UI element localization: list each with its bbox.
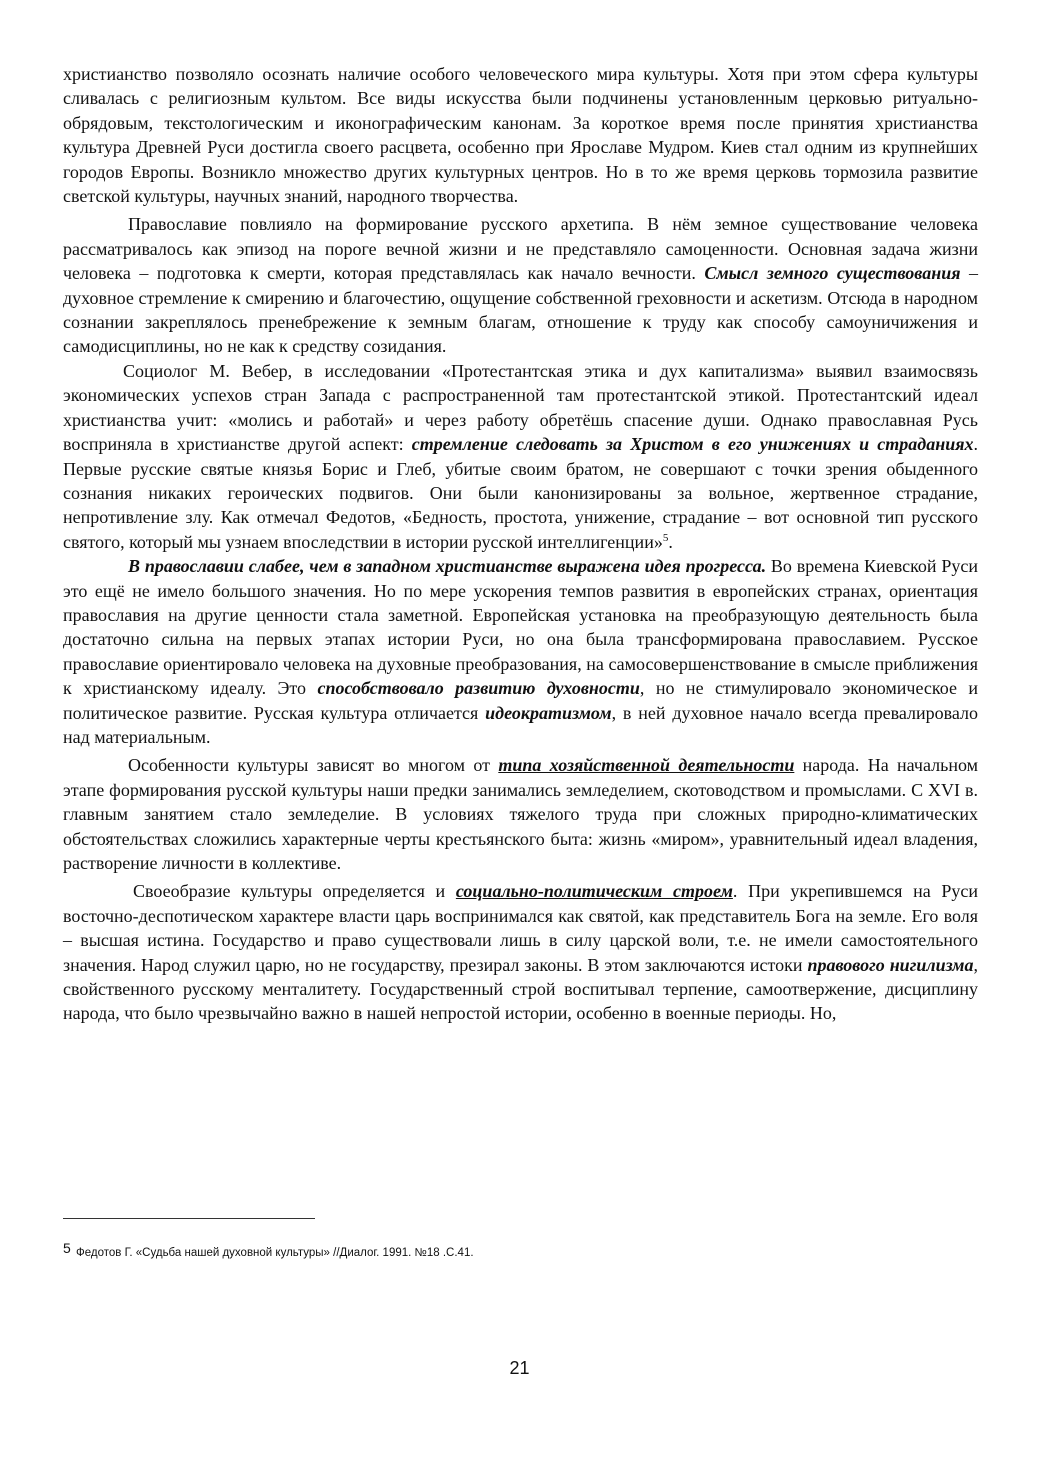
paragraph-3-text-c: . Первые русские святые князья Борис и Глеб, убитые своим братом, не совершают с точки зрения обыденного сознания никаких героических подвигов. Они были канонизированы за вольное, жертвенное страдание, непротивление злу. Как отмечал Федотов, «Бедность, простота, унижение, страдание – вот основной тип русского святого, который мы узнаем впоследствии в истории русской интеллигенции»: [63, 434, 978, 552]
paragraph-4: [63, 554, 978, 749]
paragraph-2-text-a: Православие повлияло на формирование русского архетипа. В нём земное существование человека рассматривалось как эпизод на пороге вечной жизни и не представляло самоценности. Основная задача жизни человека – подготовка к смерти, которая представлялась как начало вечности.: [63, 214, 978, 284]
footnote-divider: [63, 1218, 315, 1219]
footnote-text: Федотов Г. «Судьба нашей духовной культуры» //Диалог. 1991. №18 .С.41.: [76, 1247, 474, 1259]
footnote-number: 5: [63, 1240, 71, 1256]
footnote: [63, 1240, 474, 1259]
paragraph-6-text-a: Своеобразие культуры определяется и: [133, 881, 456, 902]
emphasis-economic-activity: типа хозяйственной деятельности: [498, 755, 795, 776]
paragraph-6: [63, 879, 978, 1025]
page-number: 21: [509, 1358, 530, 1378]
paragraph-6-text-c: . При укрепившемся на Руси восточно-деспотическом характере власти царь воспринимался как святой, как представитель Бога на земле. Его воля – высшая истина. Государство и право существовали лишь в силу царской воли, т.е. не имели самостоятельного значения. Народ служил царю, но не государству, презирал законы. В этом заключаются истоки: [63, 881, 978, 975]
page-body: [63, 62, 978, 1026]
footnote-reference[interactable]: 5: [662, 531, 669, 544]
paragraph-2-text-c: – духовное стремление к смирению и благочестию, ощущение собственной греховности и аскетизм. Отсюда в народном сознании закреплялось пренебрежение к земным благам, отношение к труду как способу самоуничижения и самодисциплины, но не как к средству созидания.: [63, 263, 978, 357]
emphasis-follow-christ: стремление следовать за Христом в его унижениях и страданиях: [411, 434, 974, 455]
paragraph-5-text-a: Особенности культуры зависят во многом от: [128, 755, 499, 776]
paragraph-1-text: христианство позволяло осознать наличие особого человеческого мира культуры. Хотя при этом сфера культуры сливалась с религиозным культом. Все виды искусства были подчинены установленным церковью ритуально-обрядовым, текстологическим и иконографическим канонам. За короткое время после принятия христианства культура Древней Руси достигла своего расцвета, особенно при Ярославе Мудром. Киев стал одним из крупнейших городов Европы. Возникло множество других культурных центров. Но в то же время церковь тормозила развитие светской культуры, научных знаний, народного творчества.: [63, 64, 978, 207]
emphasis-socio-political-system: социально-политическим строем: [455, 881, 733, 902]
paragraph-4-text-d: , но не стимулировало экономическое и политическое развитие. Русская культура отличается: [63, 678, 979, 723]
paragraph-3-text-d: .: [668, 531, 673, 552]
paragraph-5: [63, 753, 978, 875]
emphasis-ideocratism: идеократизмом: [485, 702, 612, 723]
paragraph-3-text-a: Социолог М. Вебер, в исследовании «Протестантская этика и дух капитализма» выявил взаимосвязь экономических успехов стран Запада с распространенной там протестантской этикой. Протестантский идеал христианства учит: «молись и работай» и через работу обретёшь спасение души. Однако православная Русь восприняла в христианстве другой аспект:: [63, 360, 978, 455]
paragraph-2: [63, 212, 978, 358]
paragraph-4-text-f: , в ней духовное начало всегда превалировало над материальным.: [63, 702, 978, 747]
paragraph-3: [63, 359, 978, 554]
emphasis-spirituality: способствовало развитию духовности: [317, 678, 640, 699]
paragraph-5-text-c: народа. На начальном этапе формирования русской культуры наши предки занимались земледелием, скотоводством и промыслами. С XVI в. главным занятием стало земледелие. В условиях тяжелого труда при сложных природно-климатических обстоятельствах сложились характерные черты крестьянского быта: жизнь «миром», уравнительный идеал владения, растворение личности в коллективе.: [63, 755, 979, 873]
paragraph-4-text-b: Во времена Киевской Руси это ещё не имело большого значения. Но по мере ускорения темпов развития в европейских странах, ориентация православия на другие ценности стала заметной. Европейская установка на преобразующую деятельность была достаточно сильна на первых этапах истории Руси, но она была трансформирована православием. Русское православие ориентировало человека на духовные преобразования, на самосовершенствование в смысле приближения к христианскому идеалу. Это: [63, 556, 978, 699]
paragraph-6-text-e: , свойственного русскому менталитету. Государственный строй воспитывал терпение, самоотвержение, дисциплину народа, что было чрезвычайно важно в нашей непростой истории, особенно в военные периоды. Но,: [63, 954, 979, 1024]
emphasis-legal-nihilism: правового нигилизма: [807, 954, 974, 975]
emphasis-idea-of-progress: В православии слабее, чем в западном христианстве выражена идея прогресса.: [128, 556, 767, 577]
emphasis-meaning-of-existence: Смысл земного существования: [704, 263, 961, 284]
paragraph-1: [63, 62, 978, 208]
